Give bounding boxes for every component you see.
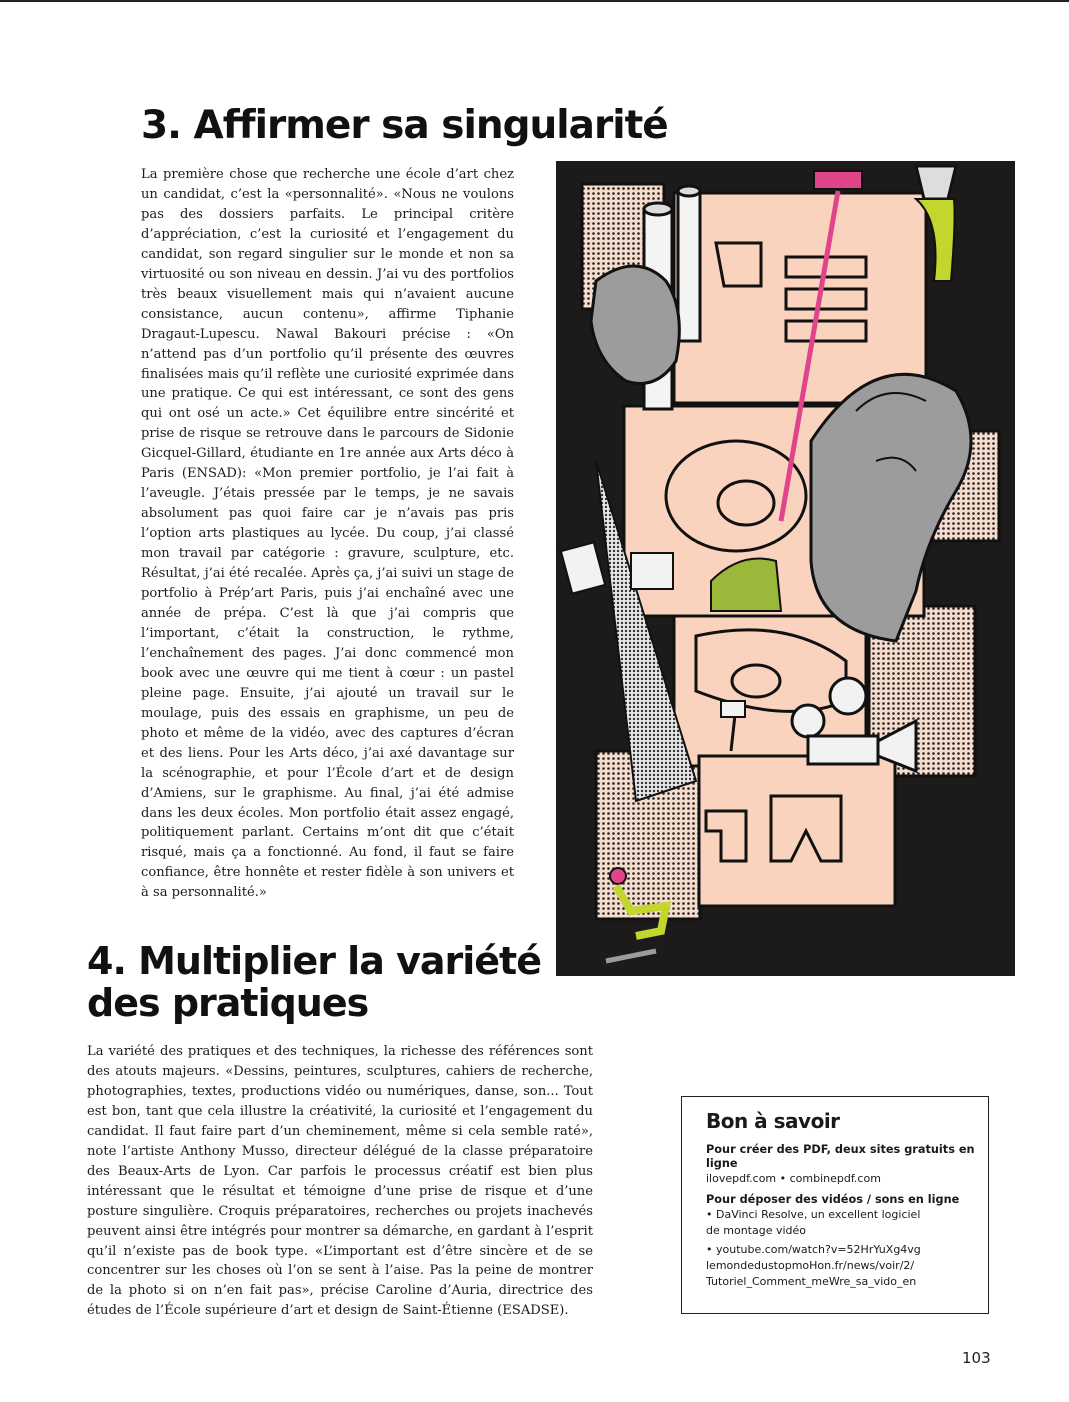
section-4-body: La variété des pratiques et des techniques, la richesse des références sont des atouts majeurs. «Dessins, peintures, sculptures, cahiers de recherche, photographies, textes, productions vidéo ou numériques, danse, son... Tout est bon, tant que cela illustre la créativité, la curiosité et l’engagement du candidat. Il faut faire part d’un cheminement, même si cela semble raté», note l’artiste Anthony Musso, directeur délégué de la classe préparatoire des Beaux-Arts de Lyon. Car parfois le processus créatif est bien plus intéressant que le résultat et témoigne d’une prise de risque et d’une posture singulière. Croquis préparatoires, recherches ou projets inachevés peuvent ainsi être intégrés pour montrer sa démarche, en gardant à l’esprit qu’il n’existe pas de book type. «L’important est d’être sincère et de se concentrer sur les choses où l’on se sent à l’aise. Pas la peine de montrer de la photo si on n’en fait pas», précise Caroline d’Auria, directrice des études de l’École supérieure d’art et design de Saint-Étienne (ESADSE). [87, 1044, 593, 1319]
letter-board-4 [699, 756, 895, 906]
section-4-title: 4. Multiplier la variété des pratiques [87, 939, 541, 1025]
page-number: 103 [962, 1349, 991, 1367]
video-line-5: Tutoriel_Comment_meWre_sa_vido_en [706, 1275, 917, 1288]
pdf-tools-sites: ilovepdf.com • combinepdf.com [706, 1172, 881, 1185]
letter-board-1 [674, 193, 926, 403]
video-line-2: de montage vidéo [706, 1224, 807, 1237]
video-line-4: lemondedustopmoHon.fr/news/voir/2/ [706, 1259, 915, 1272]
portfolio-collage-illustration [556, 161, 1015, 976]
tip-box [681, 1096, 989, 1314]
section-3-title: 3. Affirmer sa singularité [141, 103, 668, 148]
pdf-tools-heading: Pour créer des PDF, deux sites gratuits en ligne [706, 1143, 975, 1170]
video-line-3: • youtube.com/watch?v=52HrYuXg4vg [706, 1243, 921, 1256]
ticket [631, 553, 673, 589]
section-3-body: La première chose que recherche une école d’art chez un candidat, c’est la «personnalité». «Nous ne voulons pas des dossiers parfaits. Le principal critère d’appréciation, c’est la curiosité et l’engagement du candidat, son regard singulier sur le monde et non sa virtuosité ou son niveau en dessin. J’ai vu des portfolios très beaux visuellement mais qui n’avaient aucune consistance, aucun contenu», affirme Tiphanie Dragaut-Lupescu. Nawal Bakouri précise : «On n’attend pas d’un portfolio qu’il présente des œuvres finalisées mais qu’il reflète une curiosité exprimée dans une pratique. Ce qui est intéressant, ce sont des gens qui ont osé un acte.» Cet équilibre entre sincérité et prise de risque se retrouve dans le parcours de Sidonie Gicquel-Gillard, étudiante en 1re année aux Arts déco à Paris (ENSAD): «Mon premier portfolio, je l’ai fait à l’aveugle. J’étais pressée par le temps, je ne savais absolument pas quoi faire car je n’avais pas pris l’option arts plastiques au lycée. Du coup, j’ai classé mon travail par catégorie : gravure, sculpture, etc. Résultat, j’ai été recalée. Après ça, j’ai suivi un stage de portfolio à Prép’art Paris, puis j’ai enchaîné avec une année de prépa. C’est là que j’ai compris que l’important, c’était la construction, le rythme, l’enchaînement des pages. J’ai donc commencé mon book avec une œuvre qui me tient à cœur : un pastel pleine page. Ensuite, j’ai ajouté un travail sur le moulage, puis des essais en graphisme, un peu de photo et même de la vidéo, avec des captures d’écran et des liens. Pour les Arts déco, j’ai axé davantage sur la scénographie, et pour l’École d’art et de design d’Amiens, sur le graphisme. Au final, j’ai été admise dans les deux écoles. Mon portfolio était assez engagé, politiquement parlant. Certains m’ont dit que c’était risqué, mais ça a fonctionné. Au fond, il faut se faire confiance, être honnête et rester fidèle à son univers et à sa personnalité.» [141, 167, 514, 901]
top-rule [0, 0, 1069, 2]
tip-box-title: Bon à savoir [706, 1109, 840, 1133]
video-line-1: • DaVinci Resolve, un excellent logiciel [706, 1208, 921, 1221]
video-upload-heading: Pour déposer des vidéos / sons en ligne [706, 1193, 960, 1206]
